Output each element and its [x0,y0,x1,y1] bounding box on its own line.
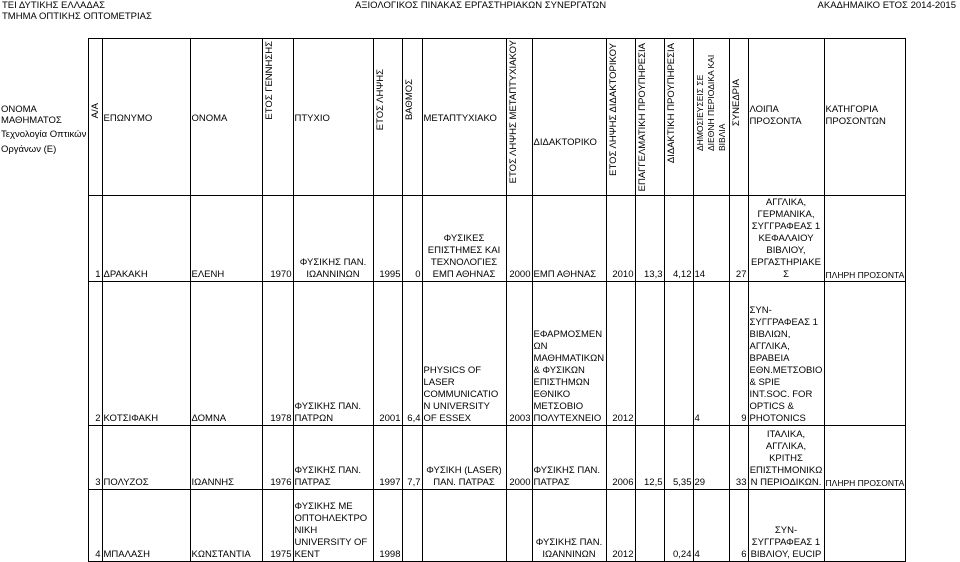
cell-masters: ΦΥΣΙΚΗ (LASER) ΠΑΝ. ΠΑΤΡΑΣ [422,426,506,490]
cell-degree: ΦΥΣΙΚΗΣ ΠΑΝ. ΠΑΤΡΩΝ [293,282,373,426]
table-title: ΑΞΙΟΛΟΓΙΚΟΣ ΠΙΝΑΚΑΣ ΕΡΓΑΣΤΗΡΙΑΚΩΝ ΣΥΝΕΡΓΑΤΩΝ [355,0,607,11]
cell-other: ΙΤΑΛΙΚΑ, ΑΓΓΛΙΚΑ, ΚΡΙΤΗΣ ΕΠΙΣΤΗΜΟΝΙΚΩΝ ΠΕΡΙΟΔΙΚΩΝ. [748,426,824,490]
col-birth-year: ΕΤΟΣ ΓΕΝΝΗΣΗΣ [263,41,275,120]
cell-phd-year: 2012 [606,282,635,426]
cell-prof-exp [635,282,664,426]
cell-birth-year: 1976 [262,426,293,490]
col-category-cell [824,39,906,196]
subject-cell [0,39,88,196]
cell-prof-exp [635,490,664,562]
cell-birth-year: 1978 [262,282,293,426]
cell-prof-exp: 12,5 [635,426,664,490]
cell-degree-year: 1998 [373,490,402,562]
cell-aa: 4 [88,490,102,562]
cell-phd-year: 2006 [606,426,635,490]
cell-other: ΣΥΝ- ΣΥΓΓΡΑΦΕΑΣ 1 ΒΙΒΛΙΟΥ, EUCIP [748,490,824,562]
cell-grade: 0 [402,196,422,282]
col-phd-year: ΕΤΟΣ ΛΗΨΗΣ ΔΙΔΑΚΤΟΡΙΚΟΥ [607,43,619,176]
col-grade-cell [402,39,422,196]
col-degree-cell [293,39,373,196]
cell-degree: ΦΥΣΙΚΗΣ ΠΑΝ. ΠΑΤΡΑΣ [293,426,373,490]
col-phd-year-cell [606,39,635,196]
cell-publications: 4 [693,490,729,562]
cell-phd: ΦΥΣΙΚΗΣ ΠΑΝ. ΠΑΤΡΑΣ [532,426,606,490]
cell-masters-year: 2000 [506,196,532,282]
cell-degree: ΦΥΣΙΚΗΣ ΜΕ ΟΠΤΟΗΛΕΚΤΡΟΝΙΚΗ UNIVERSITY OF KENT [293,490,373,562]
col-name: ΟΝΟΜΑ [191,113,228,124]
cell-other: ΑΓΓΛΙΚΑ, ΓΕΡΜΑΝΙΚΑ, ΣΥΓΓΡΑΦΕΑΣ 1 ΚΕΦΑΛΑΙΟΥ ΒΙΒΛΙΟΥ, ΕΡΓΑΣΤΗΡΙΑΚΕΣ [748,196,824,282]
cell-publications: 14 [693,196,729,282]
cell-grade: 6,4 [402,282,422,426]
col-degree-year: ΕΤΟΣ ΛΗΨΗΣ [374,69,386,131]
cell-surname: ΔΡΑΚΑΚΗ [102,196,190,282]
cell-degree: ΦΥΣΙΚΗΣ ΠΑΝ. ΙΩΑΝΝΙΝΩΝ [293,196,373,282]
cell-conferences: 6 [729,490,748,562]
cell-category [824,490,906,562]
col-prof-exp-cell [635,39,664,196]
table-row [0,196,906,282]
cell-masters-year: 2003 [506,282,532,426]
col-aa: Α/Α [89,103,101,119]
col-phd-cell [532,39,606,196]
cell-masters-year: 2000 [506,426,532,490]
col-name-cell [190,39,262,196]
col-teach-exp: ΔΙΔΑΚΤΙΚΗ ΠΡΟΥΠΗΡΕΣΙΑ [665,43,677,164]
cell-phd: ΦΥΣΙΚΗΣ ΠΑΝ. ΙΩΑΝΝΙΝΩΝ [532,490,606,562]
cell-phd: ΕΦΑΡΜΟΣΜΕΝΩΝ ΜΑΘΗΜΑΤΙΚΩΝ & ΦΥΣΙΚΩΝ ΕΠΙΣΤΗΜΩΝ ΕΘΝΙΚΟ ΜΕΤΣΟΒΙΟ ΠΟΛΥΤΕΧΝΕΙΟ [532,282,606,426]
col-masters-year-cell [506,39,532,196]
cell-teach-exp: 0,24 [664,490,693,562]
col-pubs-cell [693,39,729,196]
col-conferences: ΣΥΝΕΔΡΙΑ [730,79,742,127]
col-prof-exp: ΕΠΑΓΓΕΛΜΑΤΙΚΗ ΠΡΟΥΠΗΡΕΣΙΑ [636,43,648,192]
cell-category [824,282,906,426]
cell-grade: 7,7 [402,426,422,490]
col-grade: ΒΑΘΜΟΣ [403,79,415,121]
cell-aa: 1 [88,196,102,282]
cell-teach-exp: 5,35 [664,426,693,490]
page-header [0,0,960,24]
table-row [0,426,906,490]
subject-value: Τεχνολογία Οπτικών Οργάνων (Ε) [1,128,87,155]
cell-degree-year: 1995 [373,196,402,282]
cell-publications: 4 [693,282,729,426]
col-phd: ΔΙΔΑΚΤΟΡΙΚΟ [533,137,597,148]
col-publications: ΔΗΜΟΣΙΕΥΣΕΙΣ ΣΕ ΔΙΕΘΝΗ ΠΕΡΙΟΔΙΚΑ ΚΑΙ ΒΙΒΛΙΑ [694,54,727,151]
cell-name: ΚΩΝΣΤΑΝΤΙΑ [190,490,262,562]
table-row [0,490,906,562]
cell-teach-exp: 4,12 [664,196,693,282]
cell-birth-year: 1975 [262,490,293,562]
cell-category: ΠΛΗΡΗ ΠΡΟΣΟΝΤΑ [824,426,906,490]
col-aa-cell [88,39,102,196]
col-surname-cell [102,39,190,196]
cell-teach-exp [664,282,693,426]
table-row [0,282,906,426]
col-masters-year: ΕΤΟΣ ΛΗΨΗΣ ΜΕΤΑΠΤΥΧΙΑΚΟΥ [507,40,519,184]
cell-phd: ΕΜΠ ΑΘΗΝΑΣ [532,196,606,282]
cell-conferences: 9 [729,282,748,426]
cell-birth-year: 1970 [262,196,293,282]
col-other-cell [748,39,824,196]
department-name: ΤΜΗΜΑ ΟΠΤΙΚΗΣ ΟΠΤΟΜΕΤΡΙΑΣ [2,11,152,22]
cell-name: ΔΟΜΝΑ [190,282,262,426]
cell-conferences: 33 [729,426,748,490]
cell-other: ΣΥΝ- ΣΥΓΓΡΑΦΕΑΣ 1 ΒΙΒΛΙΩΝ, ΑΓΓΛΙΚΑ, ΒΡΑΒΕΙΑ ΕΘΝ.ΜΕΤΣΟΒΙΟ & SPIE INT.SOC. FOR OPTICS & PHOTONICS [748,282,824,426]
col-category: ΚΑΤΗΓΟΡΙΑ ΠΡΟΣΟΝΤΩΝ [825,104,886,127]
cell-publications: 29 [693,426,729,490]
cell-name: ΕΛΕΝΗ [190,196,262,282]
university-name: ΤΕΙ ΔΥΤΙΚΗΣ ΕΛΛΑΔΑΣ [2,0,105,11]
evaluation-table [0,38,906,562]
cell-aa: 3 [88,426,102,490]
col-teach-exp-cell [664,39,693,196]
col-degree: ΠΤΥΧΙΟ [294,113,330,124]
cell-category: ΠΛΗΡΗ ΠΡΟΣΟΝΤΑ [824,196,906,282]
cell-aa: 2 [88,282,102,426]
col-other: ΛΟΙΠΑ ΠΡΟΣΟΝΤΑ [749,104,802,127]
cell-phd-year: 2010 [606,196,635,282]
academic-year: ΑΚΑΔΗΜΑΙΚΟ ΕΤΟΣ 2014-2015 [817,0,956,11]
cell-surname: ΜΠΑΛΑΣΗ [102,490,190,562]
cell-surname: ΠΟΛΥΖΟΣ [102,426,190,490]
cell-masters-year [506,490,532,562]
cell-phd-year: 2012 [606,490,635,562]
cell-masters [422,490,506,562]
cell-name: ΙΩΑΝΝΗΣ [190,426,262,490]
col-conf-cell [729,39,748,196]
cell-surname: ΚΟΤΣΙΦΑΚΗ [102,282,190,426]
header-row [0,39,906,196]
col-degree-year-cell [373,39,402,196]
cell-prof-exp: 13,3 [635,196,664,282]
cell-masters: PHYSICS OF LASER COMMUNICATION UNIVERSITY OF ESSEX [422,282,506,426]
cell-degree-year: 1997 [373,426,402,490]
cell-conferences: 27 [729,196,748,282]
col-masters-cell [422,39,506,196]
cell-degree-year: 2001 [373,282,402,426]
cell-masters: ΦΥΣΙΚΕΣ ΕΠΙΣΤΗΜΕΣ ΚΑΙ ΤΕΧΝΟΛΟΓΙΕΣ ΕΜΠ ΑΘΗΝΑΣ [422,196,506,282]
col-birth-cell [262,39,293,196]
cell-grade [402,490,422,562]
col-surname: ΕΠΩΝΥΜΟ [103,113,153,124]
col-subject: ΟΝΟΜΑ ΜΑΘΗΜΑΤΟΣ [1,103,62,126]
col-masters: ΜΕΤΑΠΤΥΧΙΑΚΟ [423,113,497,124]
